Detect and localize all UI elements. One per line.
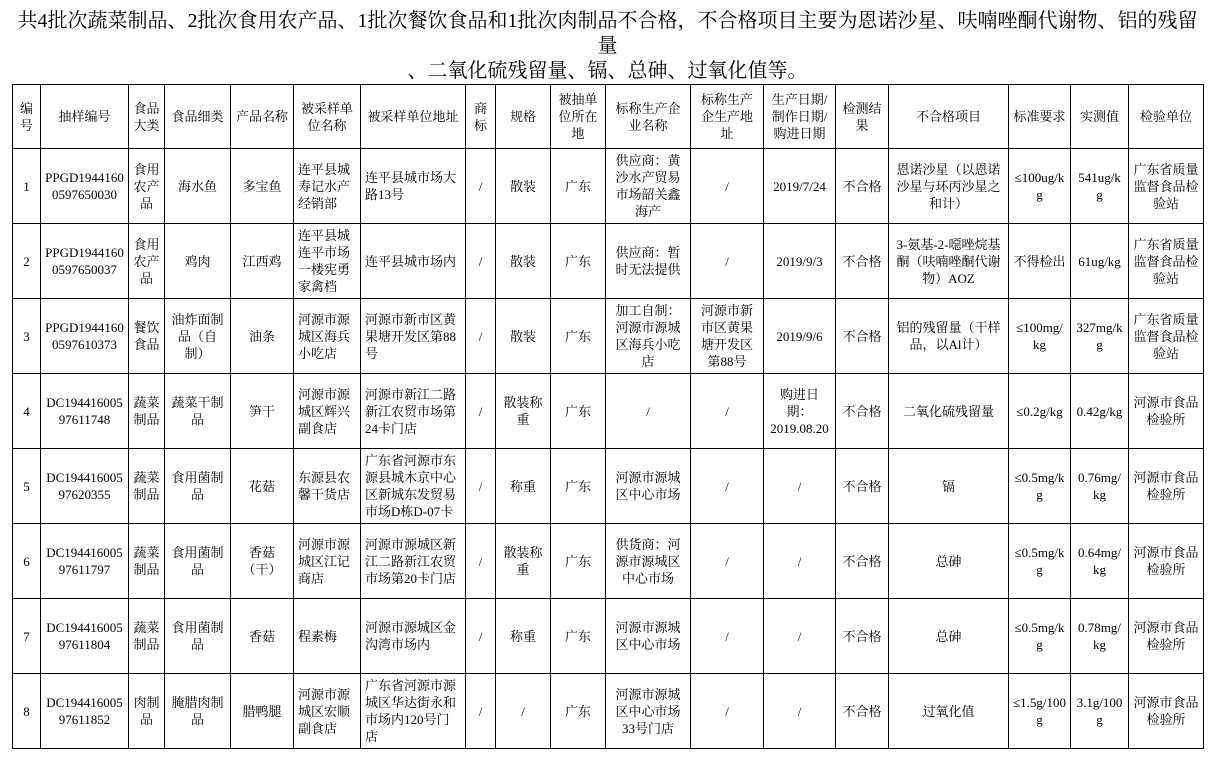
- cell-food-subcategory: 食用菌制品: [165, 599, 231, 674]
- header-food-category: 食品大类: [129, 85, 165, 149]
- cell-trademark: /: [466, 374, 496, 449]
- cell-inspection-unit: 河源市食品检验所: [1129, 599, 1204, 674]
- header-sample-code: 抽样编号: [41, 85, 129, 149]
- cell-sampled-unit-address: 河源市新江二路新江农贸市场第24卡门店: [361, 374, 466, 449]
- nonconforming-food-table: [12, 84, 1204, 749]
- header-inspection-unit: 检验单位: [1129, 85, 1204, 149]
- cell-test-result: 不合格: [836, 374, 889, 449]
- cell-measured-value: 3.1g/100g: [1071, 674, 1129, 749]
- cell-production-date: /: [764, 449, 836, 524]
- header-standard-requirement: 标准要求: [1009, 85, 1071, 149]
- cell-production-date: 2019/9/3: [764, 224, 836, 299]
- cell-sampled-unit-address: 河源市源城区新江二路新江农贸市场第20卡门店: [361, 524, 466, 599]
- cell-measured-value: 0.76mg/kg: [1071, 449, 1129, 524]
- cell-manufacturer-address: 河源市新市区黄果塘开发区第88号: [691, 299, 764, 374]
- cell-number: 7: [13, 599, 41, 674]
- cell-trademark: /: [466, 149, 496, 224]
- cell-product-name: 腊鸭腿: [231, 674, 294, 749]
- cell-sampled-unit-location: 广东: [551, 674, 606, 749]
- cell-production-date: 2019/9/6: [764, 299, 836, 374]
- table-row: [13, 299, 1204, 374]
- table-header-row: [13, 85, 1204, 149]
- cell-food-category: 食用农产品: [129, 224, 165, 299]
- cell-test-result: 不合格: [836, 299, 889, 374]
- cell-nonconforming-item: 总砷: [889, 599, 1009, 674]
- cell-specification: 称重: [496, 449, 551, 524]
- cell-production-date: 购进日期：2019.08.20: [764, 374, 836, 449]
- header-measured-value: 实测值: [1071, 85, 1129, 149]
- cell-food-category: 蔬菜制品: [129, 374, 165, 449]
- cell-test-result: 不合格: [836, 674, 889, 749]
- cell-nonconforming-item: 镉: [889, 449, 1009, 524]
- cell-sampled-unit-location: 广东: [551, 449, 606, 524]
- cell-number: 2: [13, 224, 41, 299]
- cell-test-result: 不合格: [836, 224, 889, 299]
- document-title: [10, 9, 1205, 84]
- cell-trademark: /: [466, 449, 496, 524]
- header-trademark: 商标: [466, 85, 496, 149]
- cell-sample-code: PPGD19441600597650030: [41, 149, 129, 224]
- cell-sampled-unit-location: 广东: [551, 224, 606, 299]
- cell-manufacturer-name: 供应商：暂时无法提供: [606, 224, 691, 299]
- cell-standard-requirement: ≤1.5g/100g: [1009, 674, 1071, 749]
- cell-trademark: /: [466, 524, 496, 599]
- cell-manufacturer-name: 供应商：黄沙水产贸易市场韶关鑫海产: [606, 149, 691, 224]
- cell-standard-requirement: ≤100mg/kg: [1009, 299, 1071, 374]
- cell-number: 1: [13, 149, 41, 224]
- cell-food-category: 肉制品: [129, 674, 165, 749]
- cell-food-category: 蔬菜制品: [129, 449, 165, 524]
- cell-manufacturer-address: /: [691, 224, 764, 299]
- cell-nonconforming-item: 恩诺沙星（以恩诺沙星与环丙沙星之和计）: [889, 149, 1009, 224]
- cell-sampled-unit-address: 河源市新市区黄果塘开发区第88号: [361, 299, 466, 374]
- cell-sampled-unit-name: 河源市源城区海兵小吃店: [294, 299, 361, 374]
- cell-number: 4: [13, 374, 41, 449]
- cell-inspection-unit: 广东省质量监督食品检验站: [1129, 299, 1204, 374]
- cell-specification: 散装: [496, 224, 551, 299]
- cell-product-name: 笋干: [231, 374, 294, 449]
- cell-inspection-unit: 河源市食品检验所: [1129, 524, 1204, 599]
- title-line-1: 共4批次蔬菜制品、2批次食用农产品、1批次餐饮食品和1批次肉制品不合格，不合格项目主要为恩诺沙星、呋喃唑酮代谢物、铝的残留量: [17, 10, 1198, 57]
- cell-number: 3: [13, 299, 41, 374]
- cell-manufacturer-address: /: [691, 449, 764, 524]
- cell-food-subcategory: 鸡肉: [165, 224, 231, 299]
- cell-inspection-unit: 广东省质量监督食品检验站: [1129, 149, 1204, 224]
- cell-sample-code: PPGD19441600597650037: [41, 224, 129, 299]
- cell-nonconforming-item: 二氧化硫残留量: [889, 374, 1009, 449]
- cell-trademark: /: [466, 299, 496, 374]
- cell-sampled-unit-address: 河源市源城区金沟湾市场内: [361, 599, 466, 674]
- cell-product-name: 花菇: [231, 449, 294, 524]
- header-manufacturer-address: 标称生产企生产地址: [691, 85, 764, 149]
- cell-sampled-unit-name: 河源市源城区江记商店: [294, 524, 361, 599]
- cell-test-result: 不合格: [836, 449, 889, 524]
- cell-food-subcategory: 食用菌制品: [165, 524, 231, 599]
- cell-specification: 散装称重: [496, 374, 551, 449]
- cell-sampled-unit-location: 广东: [551, 299, 606, 374]
- cell-specification: 散装: [496, 149, 551, 224]
- cell-food-category: 餐饮食品: [129, 299, 165, 374]
- cell-sampled-unit-address: 连平县城市场大路13号: [361, 149, 466, 224]
- cell-manufacturer-address: /: [691, 599, 764, 674]
- cell-sampled-unit-location: 广东: [551, 599, 606, 674]
- cell-food-subcategory: 食用菌制品: [165, 449, 231, 524]
- cell-manufacturer-address: /: [691, 674, 764, 749]
- cell-manufacturer-name: 河源市源城区中心市场: [606, 449, 691, 524]
- cell-sample-code: DC19441600597611797: [41, 524, 129, 599]
- cell-production-date: /: [764, 599, 836, 674]
- cell-nonconforming-item: 3-氨基-2-噁唑烷基酮（呋喃唑酮代谢物）AOZ: [889, 224, 1009, 299]
- cell-standard-requirement: ≤0.5mg/kg: [1009, 524, 1071, 599]
- cell-sampled-unit-name: 河源市源城区宏顺副食店: [294, 674, 361, 749]
- table-row: [13, 224, 1204, 299]
- table-row: [13, 374, 1204, 449]
- header-sampled-unit-location: 被抽单位所在地: [551, 85, 606, 149]
- cell-nonconforming-item: 过氧化值: [889, 674, 1009, 749]
- cell-nonconforming-item: 总砷: [889, 524, 1009, 599]
- cell-manufacturer-name: /: [606, 374, 691, 449]
- table-row: [13, 599, 1204, 674]
- header-number: 编号: [13, 85, 41, 149]
- header-nonconforming-item: 不合格项目: [889, 85, 1009, 149]
- cell-sampled-unit-name: 连平县城连平市场一楼宪勇家禽档: [294, 224, 361, 299]
- header-product-name: 产品名称: [231, 85, 294, 149]
- cell-test-result: 不合格: [836, 524, 889, 599]
- cell-sample-code: DC19441600597620355: [41, 449, 129, 524]
- header-test-result: 检测结果: [836, 85, 889, 149]
- header-sampled-unit-name: 被采样单位名称: [294, 85, 361, 149]
- cell-sample-code: DC19441600597611804: [41, 599, 129, 674]
- cell-trademark: /: [466, 224, 496, 299]
- header-specification: 规格: [496, 85, 551, 149]
- cell-inspection-unit: 河源市食品检验所: [1129, 449, 1204, 524]
- cell-test-result: 不合格: [836, 599, 889, 674]
- cell-food-category: 蔬菜制品: [129, 524, 165, 599]
- cell-product-name: 江西鸡: [231, 224, 294, 299]
- cell-sampled-unit-address: 广东省河源市源城区华达街永和市场内120号门店: [361, 674, 466, 749]
- cell-food-subcategory: 蔬菜干制品: [165, 374, 231, 449]
- cell-measured-value: 0.64mg/kg: [1071, 524, 1129, 599]
- cell-manufacturer-name: 加工自制：河源市源城区海兵小吃店: [606, 299, 691, 374]
- cell-standard-requirement: ≤0.5mg/kg: [1009, 599, 1071, 674]
- cell-sampled-unit-location: 广东: [551, 374, 606, 449]
- cell-sampled-unit-address: 连平县城市场内: [361, 224, 466, 299]
- cell-production-date: /: [764, 674, 836, 749]
- cell-food-subcategory: 腌腊肉制品: [165, 674, 231, 749]
- cell-test-result: 不合格: [836, 149, 889, 224]
- cell-sampled-unit-address: 广东省河源市东源县城木京中心区新城东发贸易市场D栋D-07卡: [361, 449, 466, 524]
- cell-sampled-unit-name: 东源县农馨干货店: [294, 449, 361, 524]
- header-sampled-unit-address: 被采样单位地址: [361, 85, 466, 149]
- cell-nonconforming-item: 铝的残留量（干样品，以Al计）: [889, 299, 1009, 374]
- cell-sampled-unit-location: 广东: [551, 524, 606, 599]
- cell-trademark: /: [466, 674, 496, 749]
- cell-number: 5: [13, 449, 41, 524]
- cell-inspection-unit: 河源市食品检验所: [1129, 674, 1204, 749]
- table-row: [13, 674, 1204, 749]
- cell-specification: /: [496, 674, 551, 749]
- cell-measured-value: 541ug/kg: [1071, 149, 1129, 224]
- cell-measured-value: 0.42g/kg: [1071, 374, 1129, 449]
- cell-sampled-unit-name: 连平县城寿记水产经销部: [294, 149, 361, 224]
- cell-number: 8: [13, 674, 41, 749]
- cell-measured-value: 61ug/kg: [1071, 224, 1129, 299]
- cell-measured-value: 327mg/kg: [1071, 299, 1129, 374]
- title-line-2: 、二氧化硫残留量、镉、总砷、过氧化值等。: [407, 60, 808, 82]
- cell-standard-requirement: ≤100ug/kg: [1009, 149, 1071, 224]
- cell-sampled-unit-name: 程素梅: [294, 599, 361, 674]
- cell-sampled-unit-name: 河源市源城区辉兴副食店: [294, 374, 361, 449]
- header-manufacturer-name: 标称生产企业名称: [606, 85, 691, 149]
- header-food-subcategory: 食品细类: [165, 85, 231, 149]
- table-row: [13, 149, 1204, 224]
- cell-specification: 散装: [496, 299, 551, 374]
- cell-product-name: 多宝鱼: [231, 149, 294, 224]
- cell-standard-requirement: ≤0.2g/kg: [1009, 374, 1071, 449]
- table-row: [13, 524, 1204, 599]
- cell-production-date: 2019/7/24: [764, 149, 836, 224]
- cell-food-category: 食用农产品: [129, 149, 165, 224]
- cell-manufacturer-name: 供货商：河源市源城区中心市场: [606, 524, 691, 599]
- table-row: [13, 449, 1204, 524]
- cell-standard-requirement: ≤0.5mg/kg: [1009, 449, 1071, 524]
- cell-inspection-unit: 河源市食品检验所: [1129, 374, 1204, 449]
- cell-number: 6: [13, 524, 41, 599]
- cell-food-subcategory: 海水鱼: [165, 149, 231, 224]
- cell-product-name: 香菇: [231, 599, 294, 674]
- cell-sampled-unit-location: 广东: [551, 149, 606, 224]
- cell-sample-code: DC19441600597611852: [41, 674, 129, 749]
- cell-manufacturer-name: 河源市源城区中心市场33号门店: [606, 674, 691, 749]
- cell-food-subcategory: 油炸面制品（自制）: [165, 299, 231, 374]
- cell-production-date: /: [764, 524, 836, 599]
- cell-product-name: 油条: [231, 299, 294, 374]
- cell-manufacturer-address: /: [691, 524, 764, 599]
- cell-manufacturer-address: /: [691, 149, 764, 224]
- cell-manufacturer-name: 河源市源城区中心市场: [606, 599, 691, 674]
- cell-specification: 称重: [496, 599, 551, 674]
- cell-inspection-unit: 广东省质量监督食品检验站: [1129, 224, 1204, 299]
- header-production-date: 生产日期/制作日期/购进日期: [764, 85, 836, 149]
- cell-manufacturer-address: /: [691, 374, 764, 449]
- cell-standard-requirement: 不得检出: [1009, 224, 1071, 299]
- cell-product-name: 香菇（干）: [231, 524, 294, 599]
- cell-specification: 散装称重: [496, 524, 551, 599]
- cell-sample-code: DC19441600597611748: [41, 374, 129, 449]
- cell-sample-code: PPGD19441600597610373: [41, 299, 129, 374]
- cell-measured-value: 0.78mg/kg: [1071, 599, 1129, 674]
- cell-trademark: /: [466, 599, 496, 674]
- cell-food-category: 蔬菜制品: [129, 599, 165, 674]
